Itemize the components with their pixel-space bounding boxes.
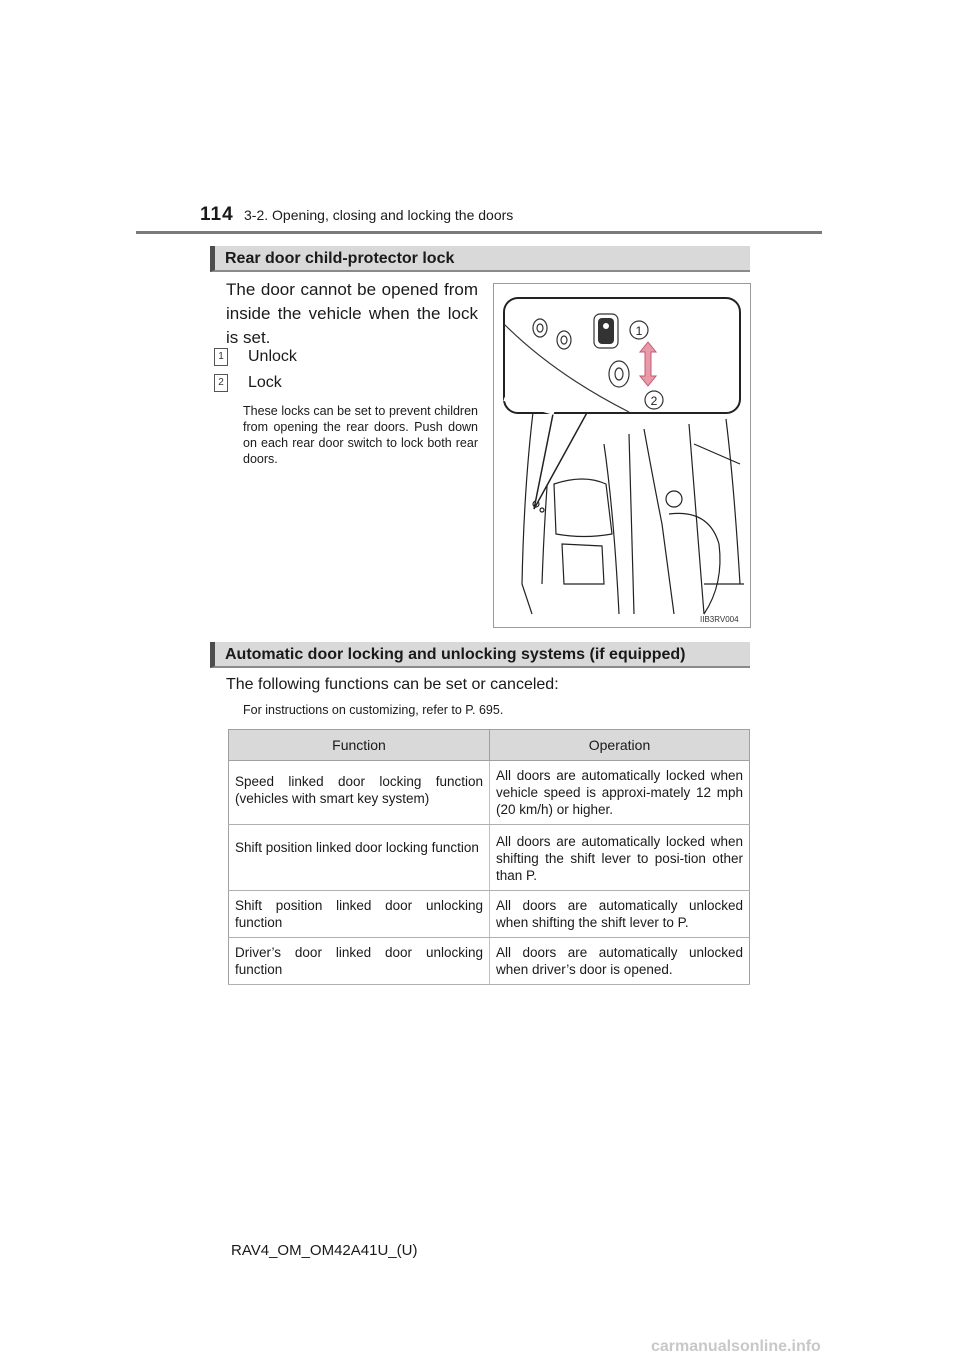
table-row — [229, 938, 750, 985]
table-cell-function: Driver’s door linked door unlocking function — [229, 938, 490, 985]
auto-lock-note: For instructions on customizing, refer to P. 695. — [243, 703, 504, 717]
table-header-function: Function — [229, 730, 490, 761]
page-number: 114 — [200, 204, 234, 225]
figure-code: IIB3RV004 — [700, 615, 739, 624]
running-head: 3-2. Opening, closing and locking the doors — [244, 207, 514, 223]
function-table — [228, 729, 750, 985]
step-label: Lock — [248, 374, 282, 391]
child-lock-intro: The door cannot be opened from inside the vehicle when the lock is set. — [226, 280, 478, 347]
table-cell-operation: All doors are automatically locked when vehicle speed is approxi-mately 12 mph (20 km/h) or higher. — [490, 761, 750, 825]
step-number-badge: 1 — [214, 348, 228, 366]
table-header-operation: Operation — [490, 730, 750, 761]
rear-door-drawing — [494, 284, 750, 627]
table-cell-operation: All doors are automatically unlocked when shifting the shift lever to P. — [490, 891, 750, 938]
table-cell-function: Speed linked door locking function (vehicles with smart key system) — [229, 761, 490, 825]
step-unlock — [214, 348, 297, 366]
step-number-badge: 2 — [214, 374, 228, 392]
child-lock-note: These locks can be set to prevent children from opening the rear doors. Push down on each rear door switch to lock both rear doors. — [243, 404, 478, 466]
table-cell-operation: All doors are automatically locked when shifting the shift lever to posi-tion other than P. — [490, 825, 750, 891]
step-label: Unlock — [248, 348, 297, 365]
header-divider — [136, 231, 822, 234]
table-cell-function: Shift position linked door unlocking function — [229, 891, 490, 938]
section-title-auto-lock: Automatic door locking and unlocking systems (if equipped) — [210, 642, 750, 668]
step-lock — [214, 374, 282, 392]
table-cell-operation: All doors are automatically unlocked when driver’s door is opened. — [490, 938, 750, 985]
child-lock-illustration — [493, 283, 751, 628]
table-cell-function: Shift position linked door locking function — [229, 825, 490, 891]
document-code: RAV4_OM_OM42A41U_(U) — [231, 1242, 418, 1259]
callout-2-label: 2 — [650, 394, 658, 408]
table-row — [229, 825, 750, 891]
auto-lock-intro: The following functions can be set or canceled: — [226, 676, 559, 693]
table-row — [229, 761, 750, 825]
section-title-child-lock: Rear door child-protector lock — [210, 246, 750, 272]
watermark: carmanualsonline.info — [651, 1338, 821, 1355]
table-row — [229, 891, 750, 938]
callout-1-label: 1 — [635, 324, 643, 338]
